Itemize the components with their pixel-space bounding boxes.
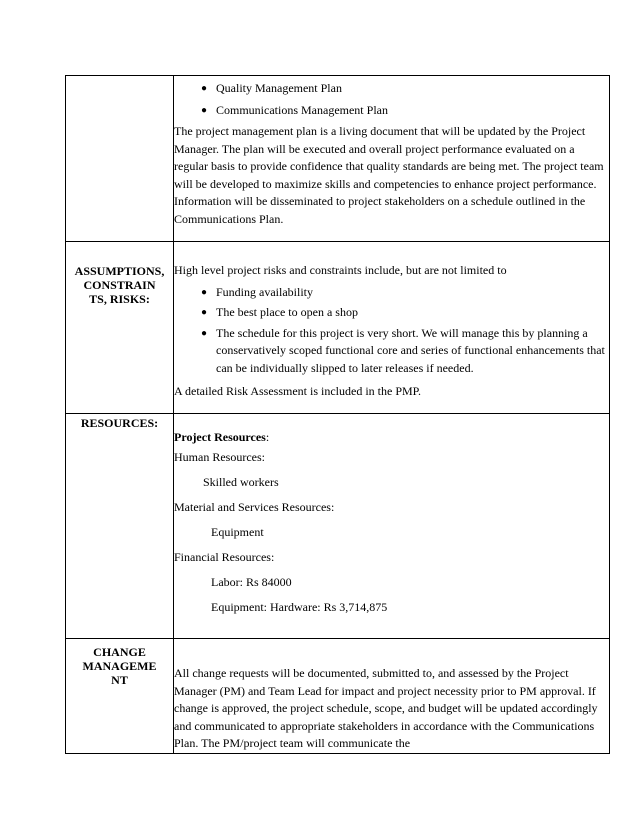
- bullet-icon: ●: [200, 83, 208, 94]
- empty-label-cell: [66, 76, 174, 242]
- risks-intro: High level project risks and constraints include, but are not limited to: [174, 263, 507, 277]
- change-management-paragraph: All change requests will be documented, submitted to, and assessed by the Project Manager (PM) and Team Lead for impact and project necessity prior to PM approval. If change is approved, the project schedule, scope, and budget will be updated accordingly and communicated to appropriate stakeholders in accordance with the Communications Plan. The PM/project team will communicate the: [174, 666, 598, 750]
- table-row: [66, 242, 610, 414]
- resources-cell: [174, 414, 610, 639]
- material-resources-label: Material and Services Resources:: [174, 500, 335, 514]
- change-management-label: CHANGE MANAGEME NT: [66, 639, 174, 754]
- financial-resources-label: Financial Resources:: [174, 550, 275, 564]
- human-resources-item: Skilled workers: [203, 475, 279, 489]
- list-item: [174, 102, 609, 120]
- assumptions-label: ASSUMPTIONS, CONSTRAIN TS, RISKS:: [66, 242, 174, 414]
- list-item: [174, 80, 609, 98]
- bullet-icon: ●: [200, 286, 208, 298]
- project-charter-table: [65, 75, 610, 754]
- plan-paragraph: The project management plan is a living document that will be updated by the Project Manager. The plan will be executed and overall project performance evaluated on a regular basis to provide confidence that quality standards are being met. The project team will be developed to maximize skills and competencies to enhance project performance. Information will be disseminated to project stakeholders on a schedule outlined in the Communications Plan.: [174, 124, 604, 226]
- table-row: [66, 76, 610, 242]
- bullet-icon: ●: [200, 327, 208, 339]
- bullet-text: The schedule for this project is very short. We will manage this by planning a conservatively scoped functional core and series of functional enhancements that can be individually slipped to later releases if needed.: [216, 325, 605, 375]
- resources-heading-colon: :: [265, 430, 270, 444]
- bullet-icon: ●: [200, 104, 208, 116]
- equipment-cost: Equipment: Hardware: Rs 3,714,875: [211, 600, 388, 614]
- bullet-text: Quality Management Plan: [216, 81, 342, 95]
- change-management-cell: [174, 639, 610, 754]
- labor-cost: Labor: Rs 84000: [211, 575, 292, 589]
- list-item: [174, 304, 609, 322]
- risks-cell: [174, 242, 610, 414]
- list-item: [174, 325, 609, 378]
- resources-heading: [174, 428, 609, 446]
- management-plan-cell: [174, 76, 610, 242]
- bullet-icon: ●: [200, 307, 208, 318]
- bullet-text: The best place to open a shop: [216, 305, 358, 319]
- list-item: [174, 284, 609, 302]
- resources-heading-text: Project Resources: [174, 430, 266, 444]
- bullet-text: Funding availability: [216, 284, 313, 299]
- table-row: [66, 639, 610, 754]
- risks-closing: A detailed Risk Assessment is included in the PMP.: [174, 384, 422, 398]
- bullet-text: Communications Management Plan: [216, 102, 388, 117]
- human-resources-label: Human Resources:: [174, 450, 265, 464]
- material-resources-item: Equipment: [211, 525, 264, 539]
- table-row: [66, 414, 610, 639]
- resources-label: RESOURCES:: [66, 414, 174, 639]
